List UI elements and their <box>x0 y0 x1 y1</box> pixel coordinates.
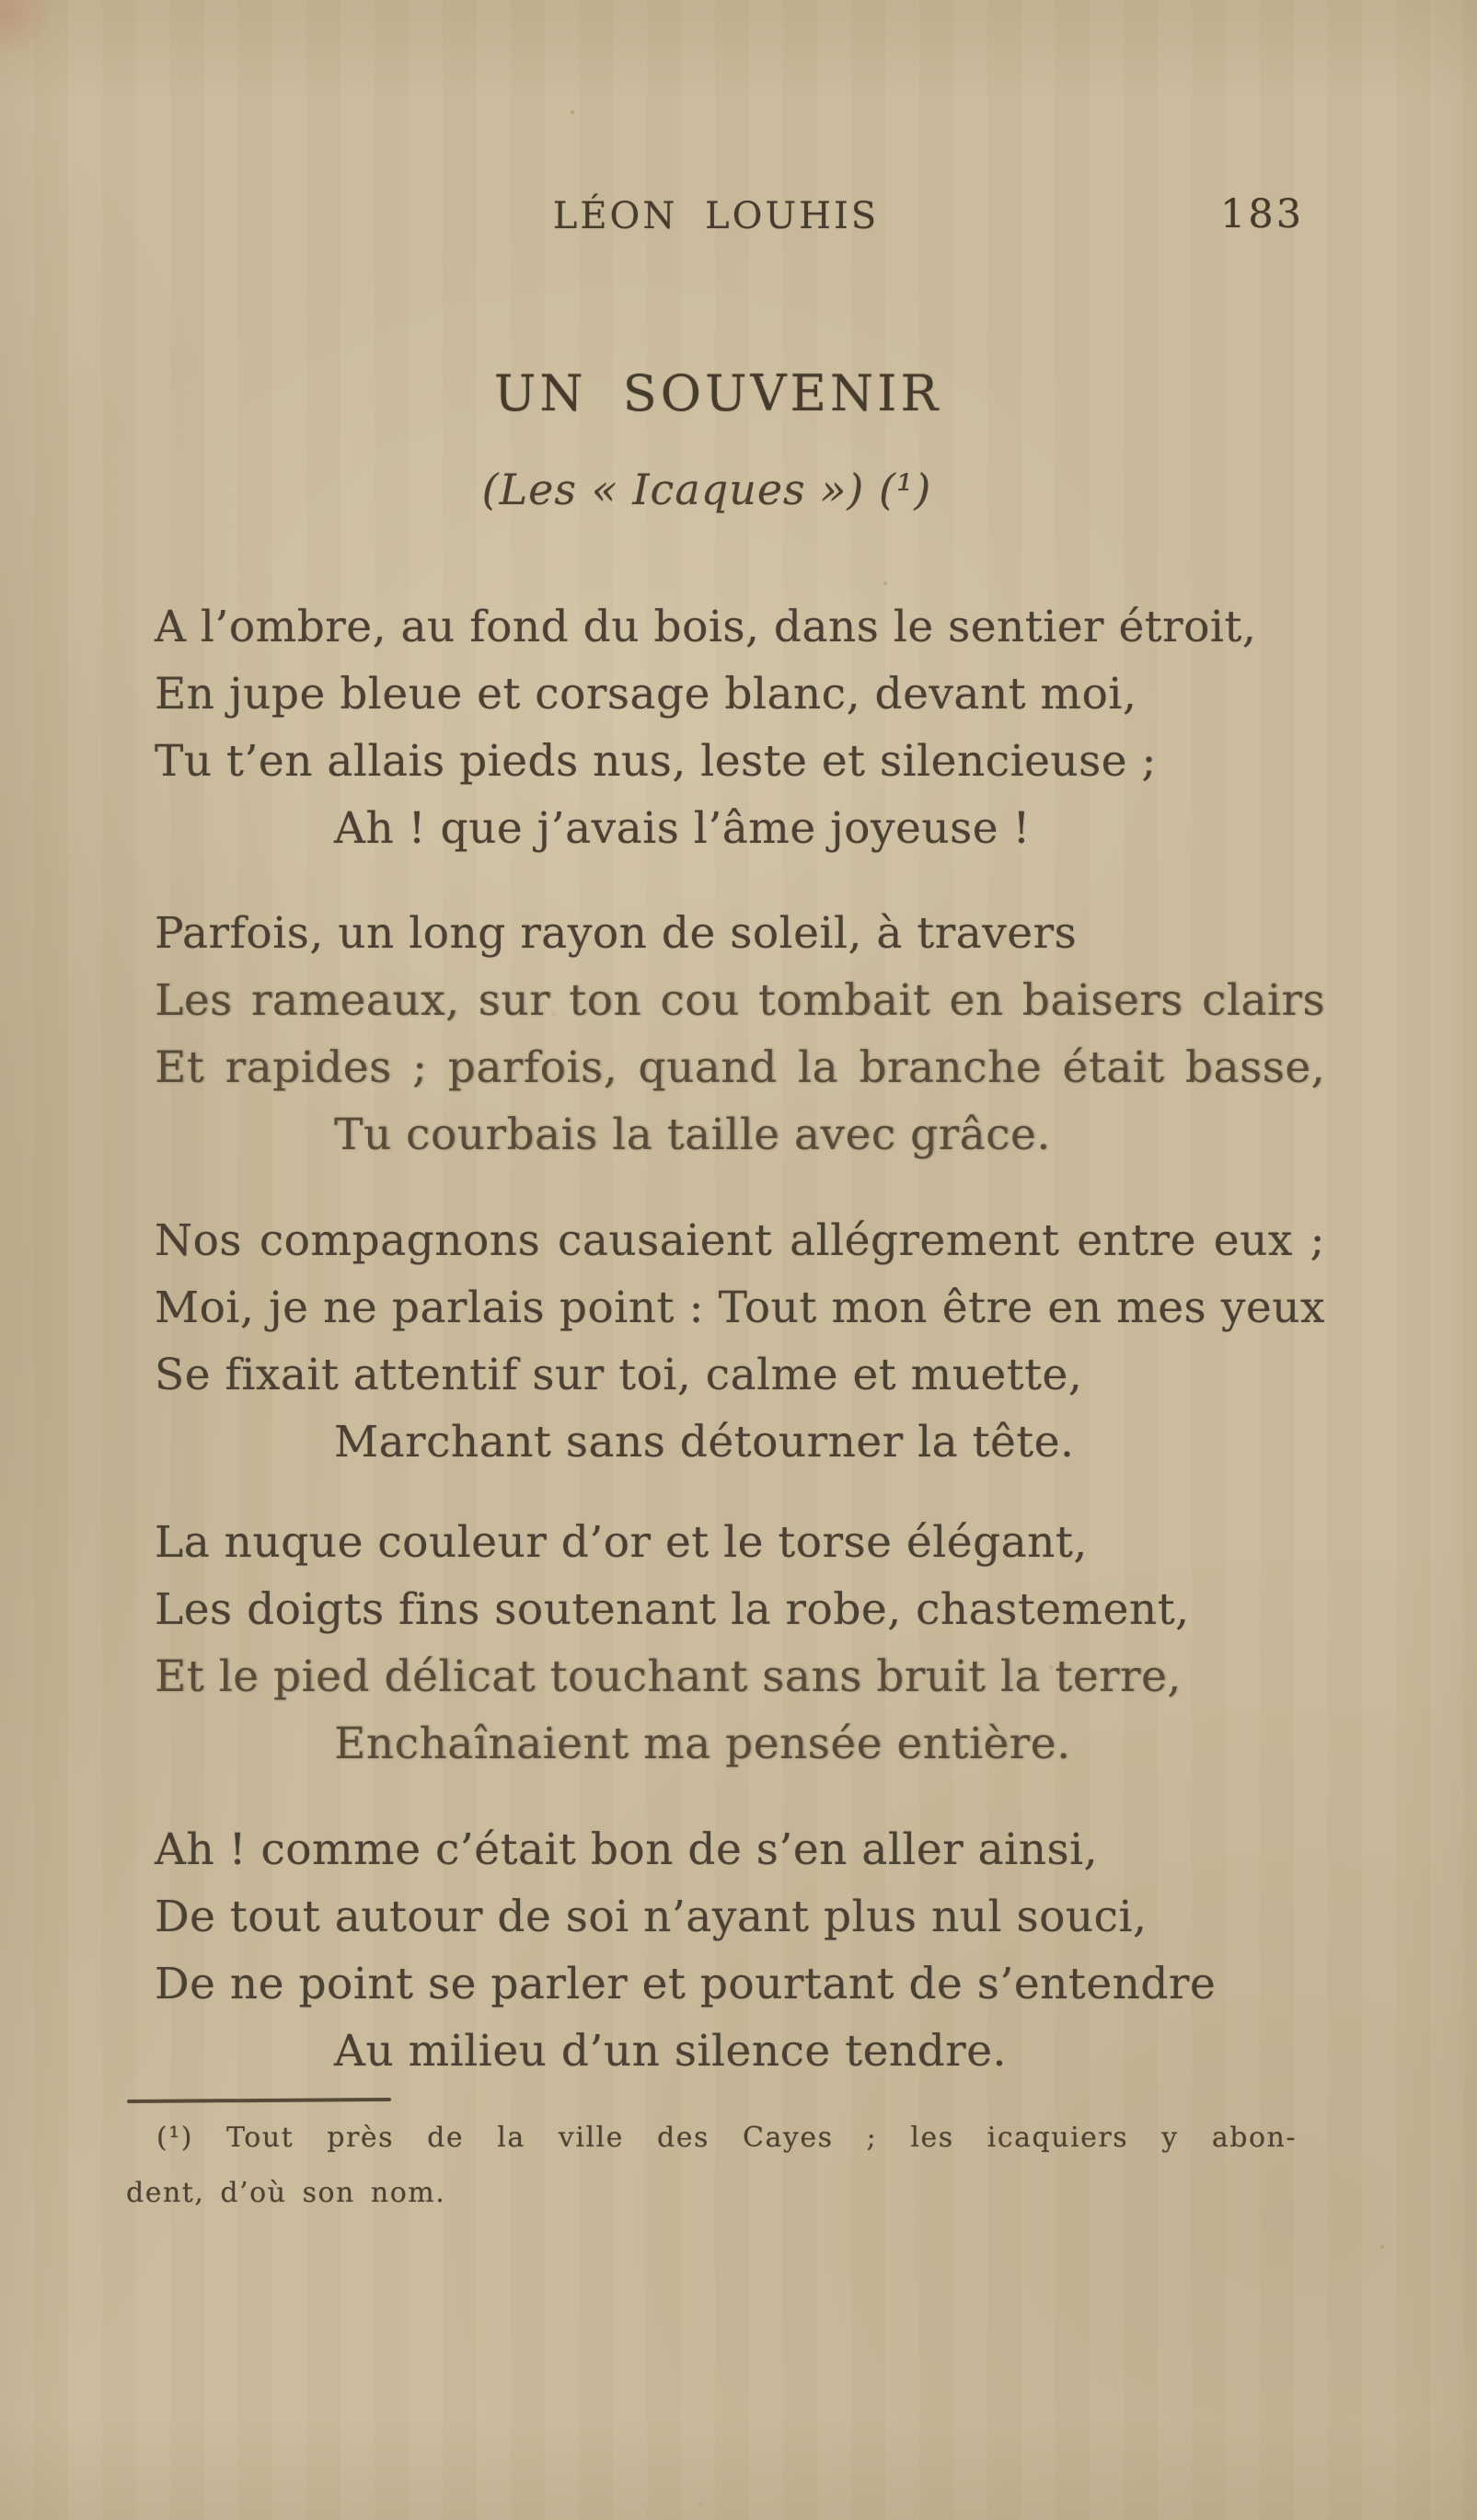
poem-line: Et rapides ; parfois, quand la branche était basse, <box>155 1042 1325 1093</box>
poem-line: Au milieu d’un silence tendre. <box>334 2026 1007 2077</box>
poem-line: A l’ombre, au fond du bois, dans le sentier étroit, <box>155 602 1257 652</box>
poem-line: Ah ! comme c’était bon de s’en aller ainsi, <box>155 1824 1099 1875</box>
poem-line: Moi, je ne parlais point : Tout mon être en mes yeux <box>155 1283 1325 1333</box>
poem-line: Ah ! que j’avais l’âme joyeuse ! <box>334 803 1031 854</box>
poem-title: UN SOUVENIR <box>493 364 942 422</box>
poem-line: De tout autour de soi n’ayant plus nul souci, <box>155 1892 1148 1942</box>
running-title: LÉON LOUHIS <box>552 195 880 237</box>
stanza-4 <box>155 1509 1325 1778</box>
poem-line: Tu t’en allais pieds nus, leste et silencieuse ; <box>155 736 1157 787</box>
poem-line: Parfois, un long rayon de soleil, à travers <box>155 908 1078 959</box>
stanza-5 <box>155 1816 1325 2085</box>
stanza-1 <box>155 593 1325 862</box>
poem-line: Enchaînaient ma pensée entière. <box>334 1719 1071 1769</box>
poem-line: Tu courbais la taille avec grâce. <box>334 1110 1051 1160</box>
poem-line: En jupe bleue et corsage blanc, devant moi, <box>155 669 1137 719</box>
footnote-rule <box>127 2098 391 2103</box>
poem-subtitle: (Les « Icaques ») (¹) <box>481 465 932 514</box>
footnote <box>126 2111 1297 2221</box>
poem-line: De ne point se parler et pourtant de s’entendre <box>155 1959 1217 2009</box>
poem-line: Nos compagnons causaient allégrement entre eux ; <box>155 1215 1325 1266</box>
running-header <box>0 191 1477 250</box>
footnote-line: dent, d’où son nom. <box>126 2177 446 2209</box>
paper-texture-specks <box>571 110 574 114</box>
poem-line: Marchant sans détourner la tête. <box>334 1417 1075 1467</box>
stanza-3 <box>155 1207 1325 1476</box>
footnote-line: (¹) Tout près de la ville des Cayes ; les icaquiers y abon- <box>156 2122 1297 2154</box>
stanza-2 <box>155 900 1325 1168</box>
poem-line: Les rameaux, sur ton cou tombait en baisers clairs <box>155 975 1325 1026</box>
poem-line: Les doigts fins soutenant la robe, chastement, <box>155 1584 1190 1635</box>
poem-line: Se fixait attentif sur toi, calme et muette, <box>155 1350 1083 1400</box>
poem-line: La nuque couleur d’or et le torse élégant, <box>155 1517 1088 1568</box>
poem-line: Et le pied délicat touchant sans bruit la terre, <box>155 1651 1182 1702</box>
page-number: 183 <box>1220 191 1305 237</box>
